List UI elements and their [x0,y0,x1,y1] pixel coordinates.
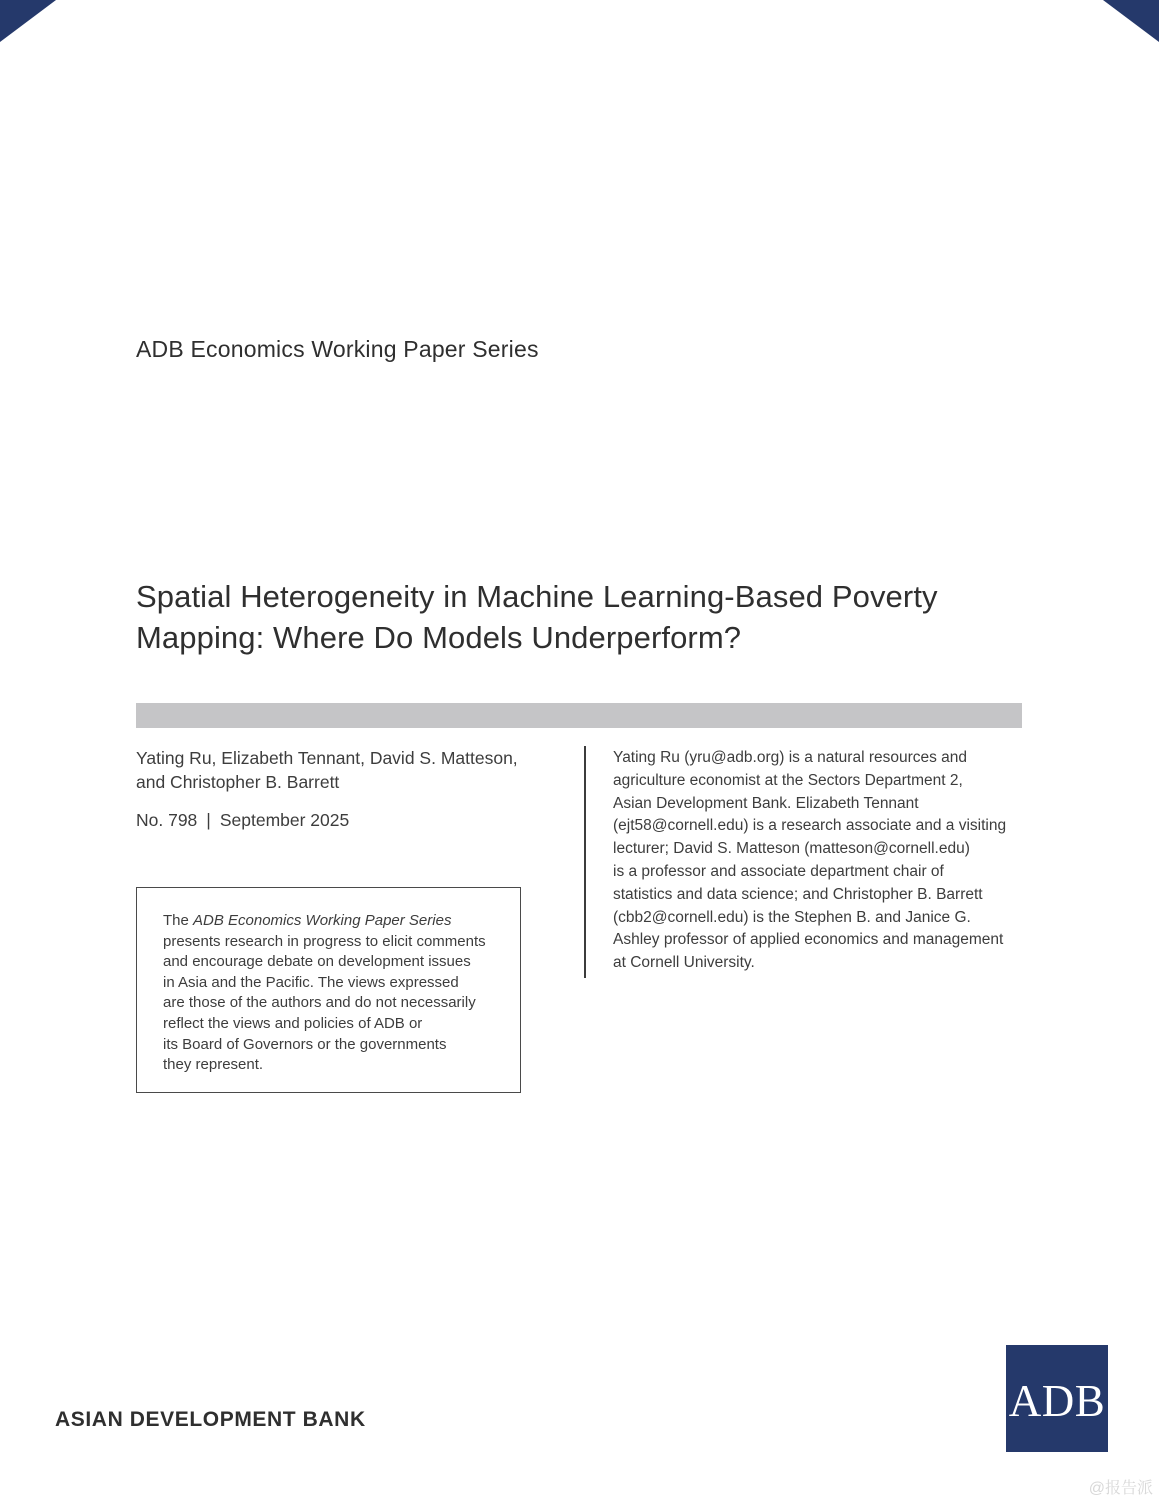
disclaimer-line: reflect the views and policies of ADB or [163,1014,423,1032]
author-bio-line: statistics and data science; and Christopher B. Barrett [613,885,983,903]
page-title-line-2: Mapping: Where Do Models Underperform? [136,620,742,655]
series-heading: ADB Economics Working Paper Series [136,336,539,362]
column-divider-rule [584,746,586,978]
bank-name: ASIAN DEVELOPMENT BANK [55,1408,366,1431]
disclaimer-series-name: ADB Economics Working Paper Series [193,912,452,929]
paper-number: No. 798 [136,810,198,830]
author-bio-line: at Cornell University. [613,954,755,972]
author-bio-line: agriculture economist at the Sectors Department 2, [613,771,963,789]
author-bio-line: Yating Ru (yru@adb.org) is a natural resources and [613,749,968,766]
author-bio-line: lecturer; David S. Matteson (matteson@cornell.edu) [613,840,970,858]
divider-bar [136,703,1022,728]
disclaimer-line: presents research in progress to elicit comments [163,932,486,950]
disclaimer-lead-word: The [163,912,194,929]
issue-and-date [136,810,349,831]
author-bio-line: is a professor and associate department chair of [613,862,944,880]
disclaimer-line: in Asia and the Pacific. The views expressed [163,973,459,991]
author-names-line-2: and Christopher B. Barrett [136,771,340,792]
disclaimer-line-lead [163,911,500,932]
adb-logo-text: ADB [1008,1376,1106,1426]
disclaimer-line: they represent. [163,1056,264,1074]
author-names [136,747,518,794]
page-title [136,576,938,658]
page-title-line-1: Spatial Heterogeneity in Machine Learning-Based Poverty [136,579,938,614]
paper-date: September 2025 [219,810,350,830]
disclaimer-line: its Board of Governors or the governments [163,1035,447,1053]
watermark-text: @报告派 [1088,1480,1153,1497]
adb-logo [1006,1345,1108,1452]
author-bio-line: (ejt58@cornell.edu) is a research associate and a visiting [613,817,1007,835]
author-bios [613,747,1073,975]
author-bio-line: Ashley professor of applied economics and management [613,931,1004,949]
author-names-line-1: Yating Ru, Elizabeth Tennant, David S. Matteson, [136,748,518,768]
corner-triangle-left-decoration [0,0,56,42]
series-disclaimer-box [136,887,521,1093]
disclaimer-line: and encourage debate on development issues [163,953,471,971]
author-bio-line: Asian Development Bank. Elizabeth Tennant [613,794,919,812]
corner-triangle-right-decoration [1103,0,1159,42]
disclaimer-line: are those of the authors and do not necessarily [163,994,476,1012]
pipe-separator: | [206,810,211,830]
author-bio-line: (cbb2@cornell.edu) is the Stephen B. and Janice G. [613,908,971,926]
